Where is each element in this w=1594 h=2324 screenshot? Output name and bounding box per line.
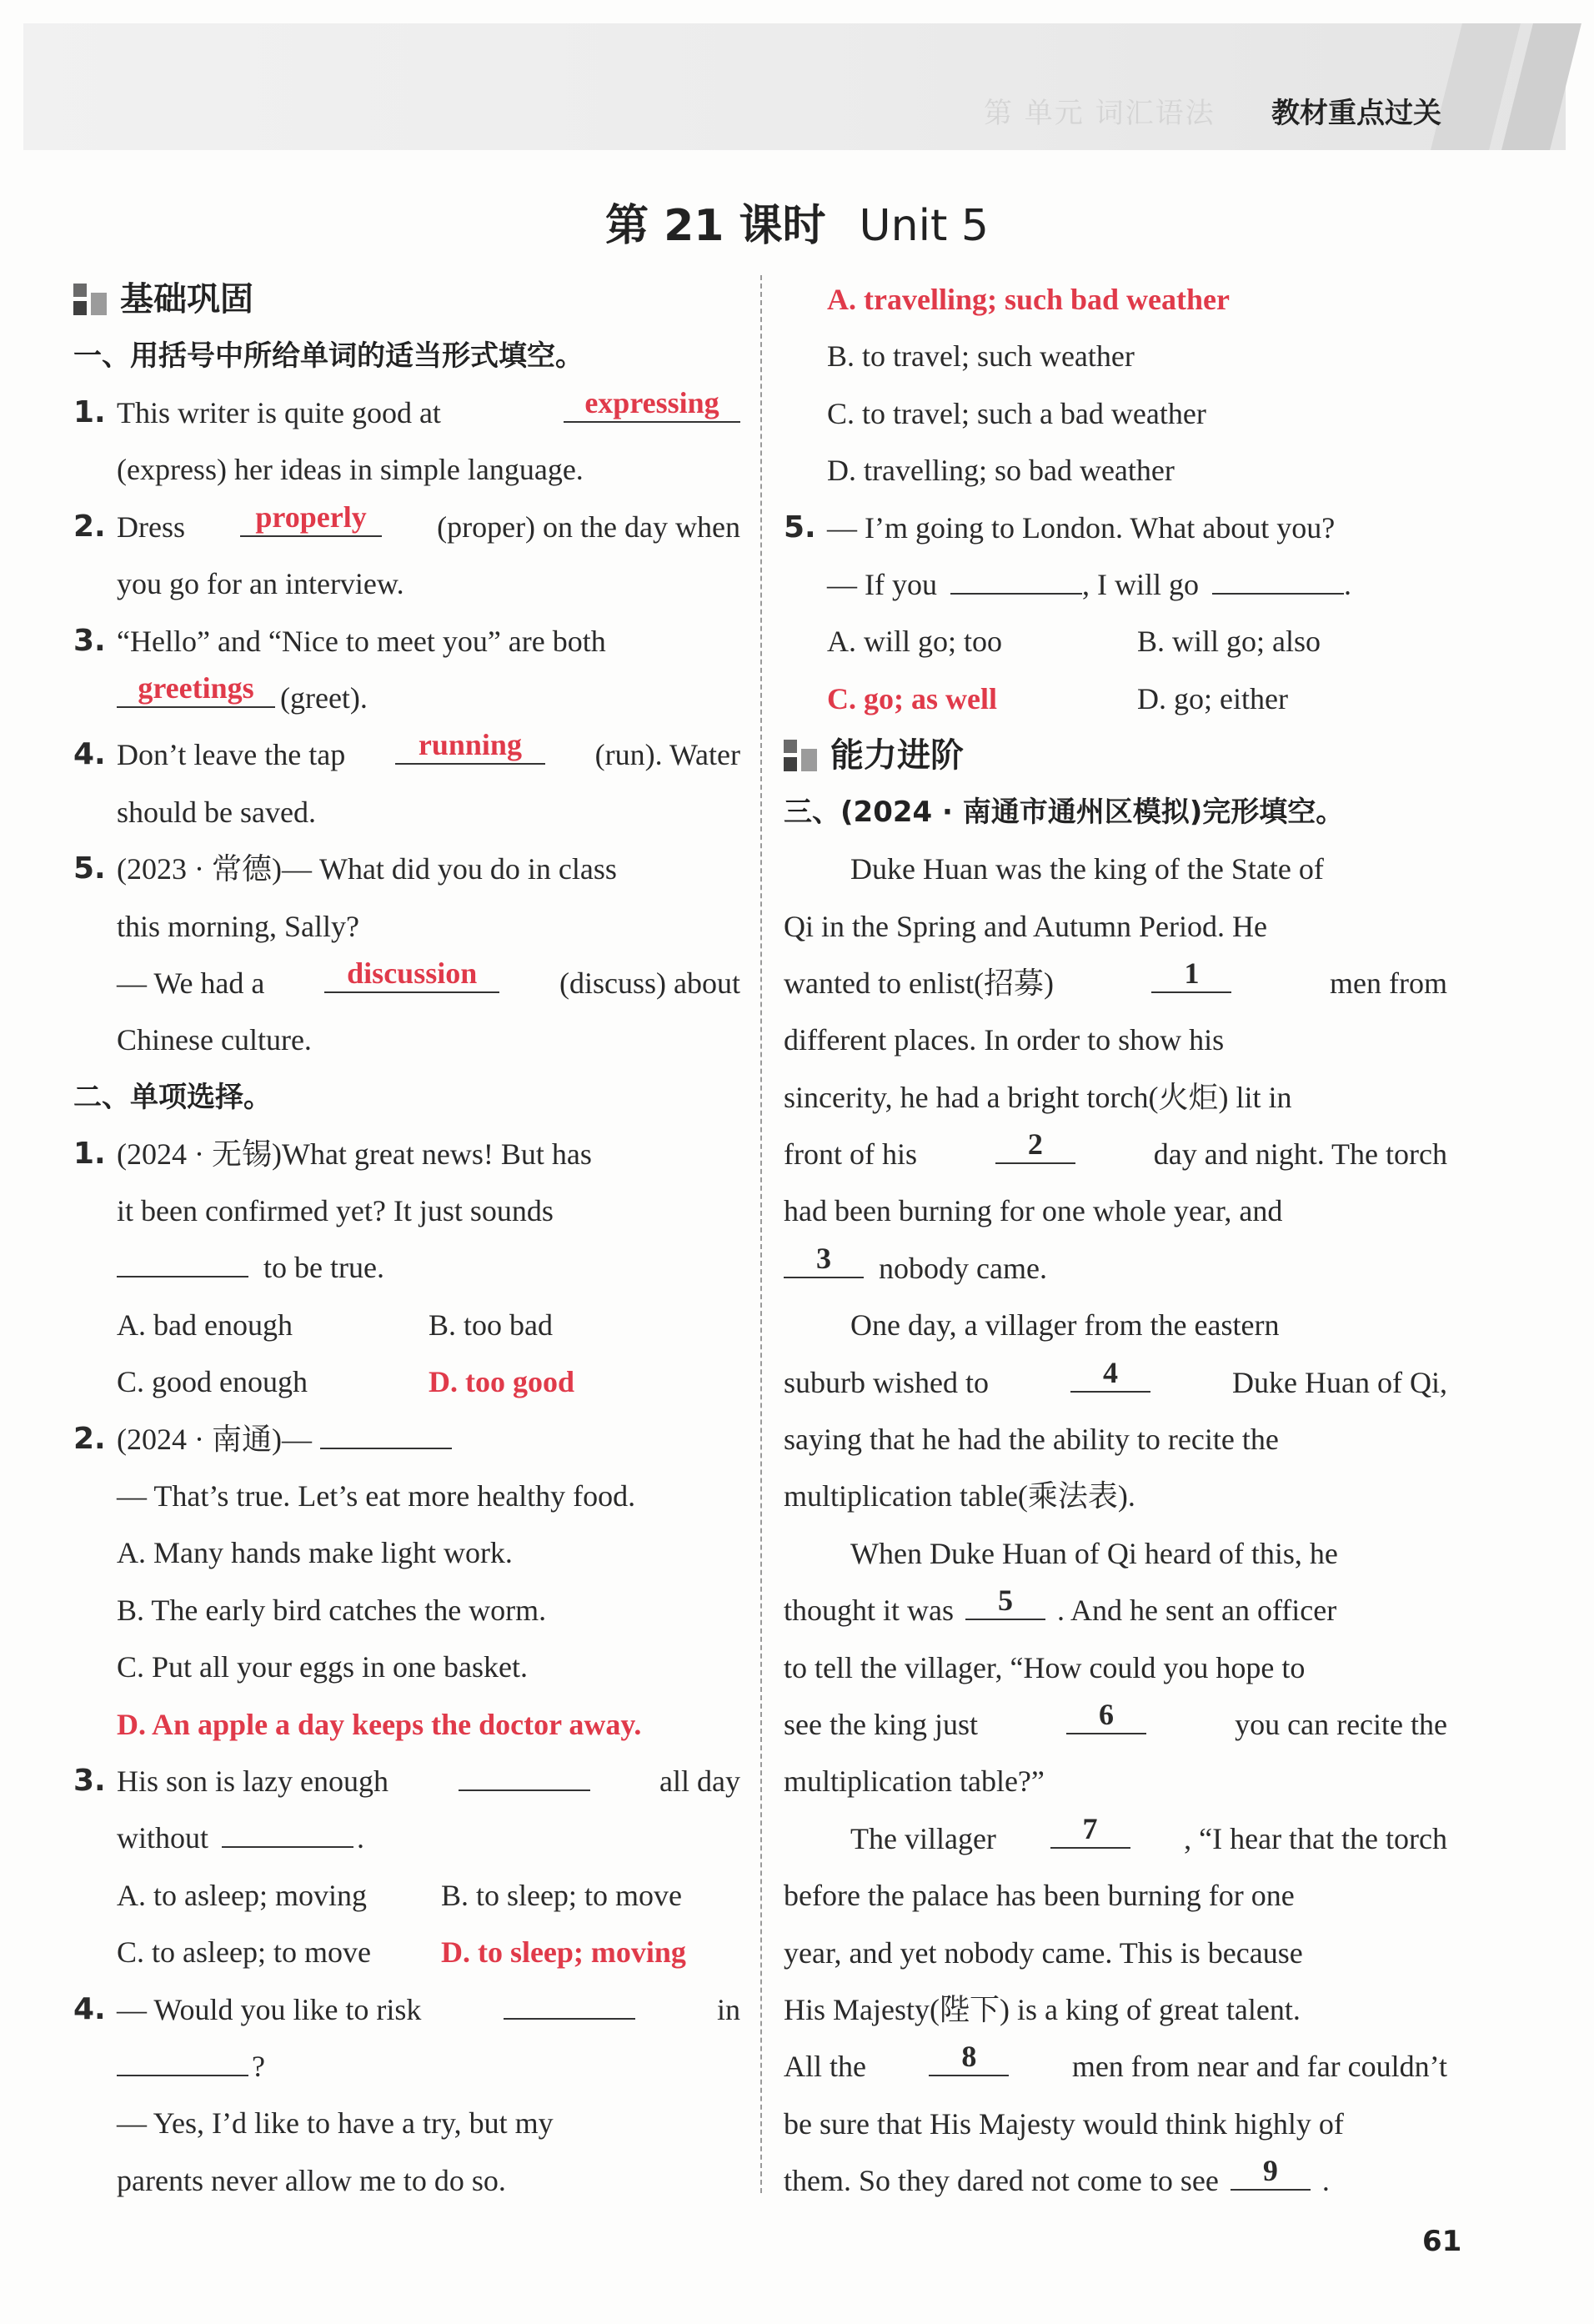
question-text: (2023 · 常德)— What did you do in class [117,852,617,886]
blank-number: 5 [998,1584,1013,1618]
question-text: His son is lazy enough [117,1764,388,1798]
option-d: D. go; either [1137,681,1288,715]
blank-number: 1 [1184,956,1200,990]
cloze-text: different places. In order to show his [784,1023,1225,1057]
blank-number: 8 [961,2040,977,2074]
section-ability [784,727,1447,784]
cloze-text: . [1321,2164,1330,2198]
cloze-line [784,2038,1447,2095]
option-a: A. Many hands make light work. [117,1536,513,1570]
left-column [73,271,740,2209]
period: . [1343,567,1351,601]
question-number: 5. [73,851,106,886]
part2-question-1 [73,1126,740,1411]
section-title: 基础巩固 [120,280,253,319]
cloze-text: When Duke Huan of Qi heard of this, he [850,1536,1338,1570]
blank-number: 4 [1103,1355,1119,1389]
part2-question-4 [73,1981,740,2210]
cloze-line [784,1297,1447,1353]
question-text: Don’t leave the tap [117,738,346,772]
cloze-text: . And he sent an officer [1057,1594,1337,1628]
lesson-label: 第 21 课时 [604,201,826,251]
question-text: — Yes, I’d like to have a try, but my [117,2106,554,2141]
question-text: — That’s true. Let’s eat more healthy food. [117,1479,636,1513]
cloze-text: had been burning for one whole year, and [784,1194,1283,1228]
question-number: 3. [73,1763,106,1798]
question-number: 4. [73,737,106,772]
blank-number: 7 [1082,1811,1098,1845]
question-number: 2. [73,509,106,544]
header-band [23,23,1566,150]
option-d: D. travelling; so bad weather [827,454,1175,488]
section-blocks-icon [784,740,817,771]
cloze-text: thought it was [784,1594,954,1628]
option-b: B. will go; also [1137,625,1321,659]
cloze-line [784,898,1447,955]
question-text: to be true. [263,1251,384,1285]
cloze-blank [1070,1354,1150,1393]
section-title: 能力进阶 [830,736,964,776]
header-title: 教材重点过关 [1271,97,1441,130]
question-number: 4. [73,1991,106,2026]
part1-question-2 [73,499,740,613]
answer-text: running [418,728,522,762]
cloze-text: One day, a villager from the eastern [850,1308,1280,1343]
part2-question-5 [784,499,1447,728]
question-text: — Would you like to risk [117,1992,422,2026]
cloze-line [784,1696,1447,1753]
option-c: C. to travel; such a bad weather [827,396,1206,430]
cloze-passage [784,841,1447,2209]
option-d-answer: D. to sleep; moving [440,1935,686,1970]
question-text: all day [659,1764,740,1798]
cloze-text: , “I hear that the torch [1184,1821,1447,1855]
cloze-line [784,1411,1447,1468]
question-number: 1. [73,395,106,429]
option-c: C. good enough [117,1365,308,1399]
unit-label: Unit 5 [859,201,990,251]
cloze-line [784,1753,1447,1810]
cloze-text: His Majesty(陛下) is a king of great talent. [784,1992,1301,2026]
part2-heading: 二、单项选择。 [73,1080,272,1114]
page-title [0,190,1594,253]
cloze-text: men from [1330,966,1447,1000]
section-blocks-icon [73,284,107,315]
cloze-line [784,1011,1447,1068]
question-text: (run). Water [594,738,740,772]
cloze-text: nobody came. [879,1251,1047,1285]
blank-number: 2 [1027,1127,1043,1162]
question-text: Dress [117,509,185,544]
cloze-line [784,841,1447,897]
question-text: (2024 · 南通)— [117,1422,312,1456]
column-divider [760,275,762,2193]
cloze-text: see the king just [784,1707,978,1741]
option-a: A. will go; too [827,625,1003,659]
part1-question-3 [73,613,740,727]
cloze-text: Duke Huan was the king of the State of [850,852,1324,886]
question-text: This writer is quite good at [117,396,441,429]
cloze-blank [784,1240,864,1278]
question-text: you go for an interview. [117,567,404,601]
question-number: 3. [73,623,106,658]
question-text: — I’m going to London. What about you? [827,510,1336,545]
cloze-line [784,2152,1447,2209]
cloze-text: sincerity, he had a bright torch(火炬) lit in [784,1080,1292,1114]
cloze-blank [1066,1696,1146,1734]
cloze-line [784,2096,1447,2152]
question-text: without [117,1821,209,1855]
cloze-line [784,1981,1447,2038]
question-number: 1. [73,1136,106,1171]
cloze-text: The villager [850,1821,996,1855]
part2-question-4-options [784,271,1447,499]
question-text: (express) her ideas in simple language. [117,453,584,487]
blank-number: 9 [1262,2154,1278,2188]
cloze-blank [1231,2152,1311,2191]
part1-question-1 [73,384,740,499]
part2-question-2 [73,1411,740,1753]
option-b: B. to travel; such weather [827,339,1135,374]
cloze-line [784,1069,1447,1126]
cloze-text: multiplication table(乘法表). [784,1479,1135,1513]
question-text: ? [252,2049,265,2083]
option-a: A. to asleep; moving [117,1878,367,1912]
period: . [357,1821,365,1855]
part1-question-5 [73,841,740,1069]
cloze-text: you can recite the [1235,1707,1447,1741]
cloze-line [784,955,1447,1011]
cloze-text: wanted to enlist(招募) [784,966,1054,1000]
cloze-line [784,1582,1447,1639]
part1-heading: 一、用括号中所给单词的适当形式填空。 [73,339,584,373]
cloze-blank [965,1582,1045,1620]
question-text: — We had a [117,966,265,1000]
cloze-text: suburb wished to [784,1365,989,1399]
cloze-text: to tell the villager, “How could you hope to [784,1650,1306,1684]
option-b: B. too bad [429,1308,553,1342]
cloze-text: men from near and far couldn’t [1071,2050,1447,2084]
cloze-line [784,1354,1447,1411]
question-text: — If you [827,567,937,601]
cloze-line [784,1126,1447,1182]
cloze-blank [929,2038,1009,2076]
cloze-line [784,1182,1447,1239]
cloze-blank [995,1126,1075,1164]
question-text: (discuss) about [559,966,740,1000]
answer-text: greetings [138,670,254,705]
cloze-line [784,1810,1447,1867]
question-text: should be saved. [117,795,316,829]
question-number: 2. [73,1421,106,1456]
answer-text: expressing [584,386,719,419]
question-text: Chinese culture. [117,1023,312,1057]
question-text: (greet). [280,680,368,715]
cloze-text: Qi in the Spring and Autumn Period. He [784,909,1267,943]
part2-question-3 [73,1753,740,1981]
section-basic [73,271,740,328]
cloze-blank [1050,1810,1130,1849]
cloze-line [784,1525,1447,1582]
question-text: (2024 · 无锡)What great news! But has [117,1137,592,1171]
option-c: C. to asleep; to move [117,1935,371,1970]
cloze-text: All the [784,2050,866,2084]
right-column [784,271,1447,2210]
cloze-text: year, and yet nobody came. This is because [784,1935,1303,1970]
part3-heading: 三、(2024 · 南通市通州区模拟)完形填空。 [784,796,1345,830]
option-b: B. to sleep; to move [440,1878,682,1912]
cloze-blank [1151,955,1231,993]
question-text: this morning, Sally? [117,909,359,943]
blank-number: 6 [1099,1697,1115,1731]
option-c: C. Put all your eggs in one basket. [117,1650,528,1684]
page-number: 61 [1422,2225,1462,2258]
question-text: (proper) on the day when [437,509,740,544]
part1-question-4 [73,726,740,841]
option-d-answer: D. An apple a day keeps the doctor away. [117,1707,642,1741]
blank-number: 3 [816,1241,831,1275]
option-d-answer: D. too good [429,1365,575,1399]
cloze-text: before the palace has been burning for one [784,1879,1295,1913]
cloze-text: be sure that His Majesty would think highly of [784,2106,1344,2141]
answer-text: discussion [347,956,478,990]
cloze-line [784,1639,1447,1696]
option-a-answer: A. travelling; such bad weather [827,283,1230,316]
question-number: 5. [784,509,816,545]
question-text: in [716,1992,740,2026]
cloze-text: Duke Huan of Qi, [1232,1365,1447,1399]
cloze-line [784,1925,1447,1981]
question-text: it been confirmed yet? It just sounds [117,1194,554,1228]
header-ghost-text: 第 单元 词汇语法 [984,97,1216,130]
cloze-text: day and night. The torch [1153,1137,1447,1172]
option-a: A. bad enough [117,1308,293,1342]
option-c-answer: C. go; as well [827,681,997,715]
cloze-text: front of his [784,1137,917,1172]
cloze-line [784,1468,1447,1524]
cloze-text: multiplication table?” [784,1764,1045,1799]
question-text: , I will go [1081,567,1199,601]
cloze-line [784,1867,1447,1924]
cloze-line [784,1240,1447,1297]
answer-text: properly [255,499,367,534]
question-text: “Hello” and “Nice to meet you” are both [117,624,606,658]
option-b: B. The early bird catches the worm. [117,1593,547,1627]
question-text: parents never allow me to do so. [117,2163,506,2197]
cloze-text: saying that he had the ability to recite the [784,1423,1279,1457]
cloze-text: them. So they dared not come to see [784,2164,1219,2198]
